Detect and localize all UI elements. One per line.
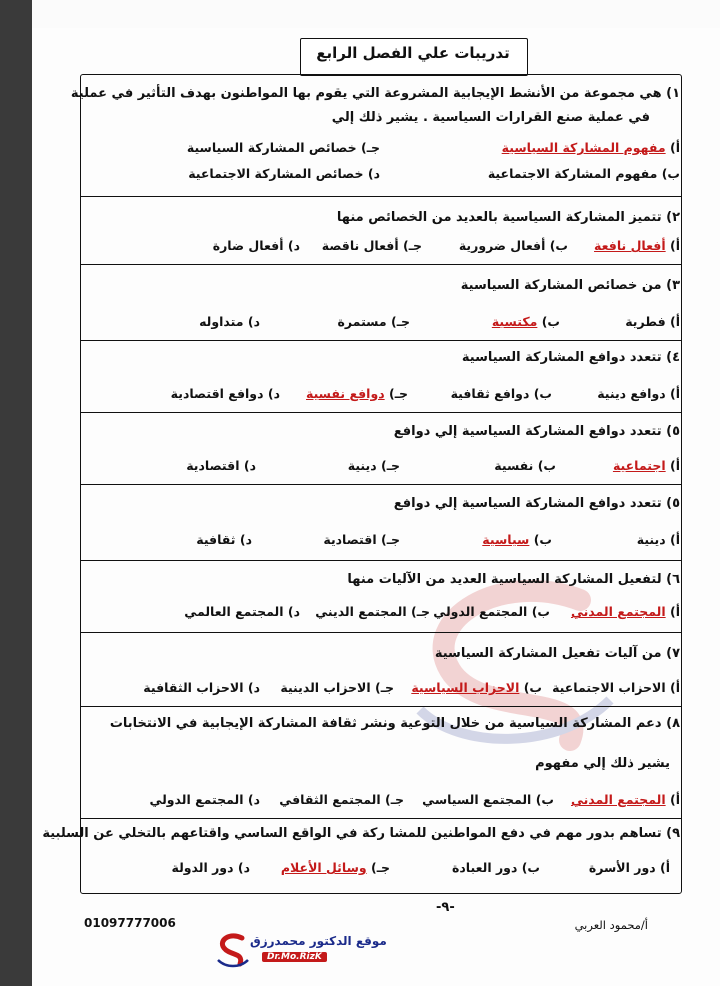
divider [80, 484, 682, 485]
divider [80, 196, 682, 197]
question-8-option-d: د) المجتمع الدولي [149, 792, 260, 807]
question-9: ٩) تساهم بدور مهم في دفع المواطنين للمشا ركة في الواقع الساسي واقتاعهم بالتخلي عن السلبية [42, 826, 680, 841]
question-3-option-a: أ) فطرية [625, 314, 680, 329]
phone-number: 01097777006 [84, 916, 176, 930]
question-5-option-b: ب) نفسية [494, 458, 556, 473]
question-7-option-d: د) الاحزاب الثقافية [143, 680, 260, 695]
question-2-option-a: أ) أفعال نافعة [594, 238, 680, 253]
divider [80, 264, 682, 265]
question-4: ٤) تتعدد دوافع المشاركة السياسية [461, 350, 680, 365]
question-2-option-b: ب) أفعال ضرورية [458, 238, 568, 253]
question-4-option-d: د) دوافع اقتصادية [170, 386, 280, 401]
question-5-option-a: أ) اجتماعية [612, 458, 680, 473]
question-6-option-b: ب) المجتمع الدولي [433, 604, 550, 619]
question-8-option-b: ب) المجتمع السياسي [422, 792, 554, 807]
question-4-option-a: أ) دوافع دينية [597, 386, 680, 401]
author-name: أ/محمود العربي [574, 918, 648, 932]
question-1-option-b: ب) مفهوم المشاركة الاجتماعية [487, 166, 680, 181]
question-2: ٢) تتميز المشاركة السياسية بالعديد من الخصائص منها [336, 210, 680, 225]
page-number: -٩- [436, 900, 455, 915]
question-7: ٧) من آليات تفعيل المشاركة السياسية [434, 646, 680, 661]
question-3-option-b: ب) مكتسبة [491, 314, 560, 329]
question-9-option-b: ب) دور العبادة [452, 860, 540, 875]
question-5-option-d: د) اقتصادية [186, 458, 256, 473]
divider [80, 412, 682, 413]
question-9-option-c: جـ) وسائل الأعلام [280, 860, 390, 875]
question-1-option-d: د) خصائص المشاركة الاجتماعية [188, 166, 380, 181]
question-5b-option-c: جـ) اقتصادية [323, 532, 400, 547]
question-5b-option-b: ب) سياسية [482, 532, 552, 547]
question-8-line-1: ٨) دعم المشاركة السياسية من خلال التوعية ونشر ثقافة المشاركة الإيجابية في الانتخابات [109, 716, 680, 731]
question-5-option-c: جـ) دينية [347, 458, 400, 473]
question-6-option-d: د) المجتمع العالمي [184, 604, 300, 619]
question-5b: ٥) تتعدد دوافع المشاركة السياسية إلي دوافع [393, 496, 680, 511]
left-scan-border [0, 0, 32, 986]
question-6-option-a: أ) المجتمع المدني [570, 604, 680, 619]
question-9-option-d: د) دور الدولة [171, 860, 250, 875]
logo-text: موقع الدكتور محمدرزق [250, 934, 387, 948]
logo-subtitle: Dr.Mo.RizK [262, 952, 327, 962]
question-3-option-d: د) متداوله [199, 314, 260, 329]
question-5: ٥) تتعدد دوافع المشاركة السياسية إلي دوافع [393, 424, 680, 439]
question-8-line-2: يشير ذلك إلي مفهوم [535, 756, 670, 771]
question-1-option-c: جـ) خصائص المشاركة السياسية [186, 140, 380, 155]
question-4-option-b: ب) دوافع ثقافية [450, 386, 552, 401]
question-7-option-c: جـ) الاحزاب الدينية [280, 680, 394, 695]
question-1-option-a: أ) مفهوم المشاركة السياسية [501, 140, 680, 155]
question-5b-option-d: د) ثقافية [196, 532, 252, 547]
question-1-line-1: ١) هي مجموعة من الأنشط الإيجابية المشروعة التي يقوم بها المواطنون بهدف التأثير في عملية [70, 86, 680, 101]
divider [80, 818, 682, 819]
question-1-line-2: في عملية صنع القرارات السياسية . يشير ذلك إلي [331, 110, 650, 125]
divider [80, 632, 682, 633]
page-title: تدريبات علي الفصل الرابع [316, 44, 510, 62]
question-4-option-c: جـ) دوافع نفسية [306, 386, 408, 401]
question-9-option-a: أ) دور الأسرة [588, 860, 670, 875]
question-7-option-a: أ) الاحزاب الاجتماعية [552, 680, 680, 695]
question-6-option-c: جـ) المجتمع الديني [315, 604, 430, 619]
question-8-option-c: جـ) المجتمع الثقافي [279, 792, 404, 807]
question-7-option-b: ب) الاحزاب السياسية [411, 680, 542, 695]
question-2-option-d: د) أفعال ضارة [212, 238, 300, 253]
divider [80, 560, 682, 561]
divider [80, 340, 682, 341]
question-2-option-c: جـ) أفعال ناقصة [321, 238, 422, 253]
question-8-option-a: أ) المجتمع المدني [570, 792, 680, 807]
question-5b-option-a: أ) دينية [636, 532, 680, 547]
divider [80, 706, 682, 707]
question-6: ٦) لتفعيل المشاركة السياسية العديد من الآليات منها [347, 572, 680, 587]
question-3: ٣) من خصائص المشاركة السياسية [460, 278, 680, 293]
question-3-option-c: جـ) مستمرة [337, 314, 410, 329]
